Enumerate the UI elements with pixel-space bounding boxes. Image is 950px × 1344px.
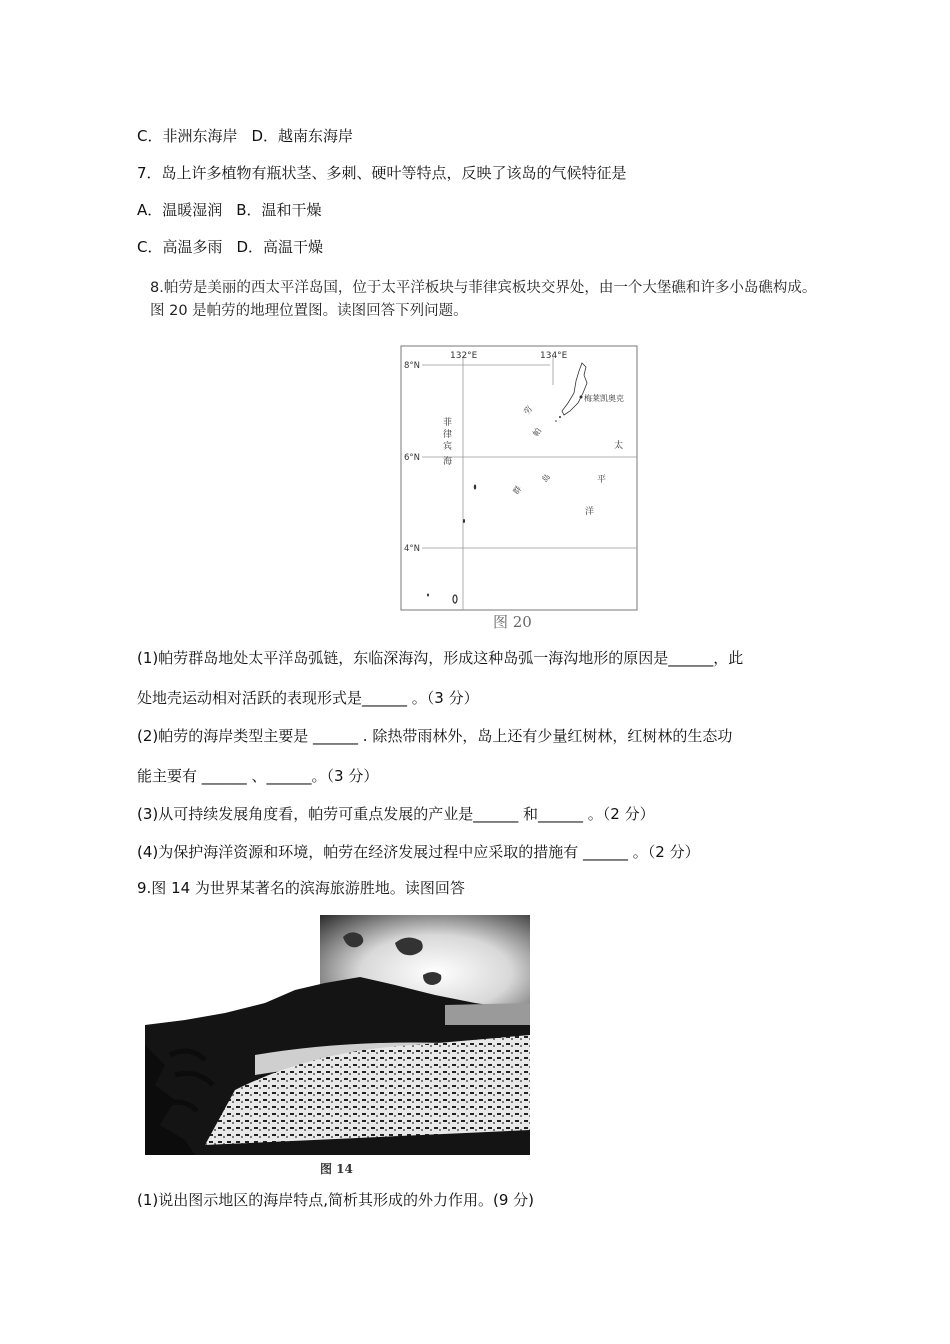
town <box>445 1003 530 1025</box>
island-label-char: 劳 <box>522 404 535 417</box>
option-a: A．温暖湿润 <box>137 201 223 219</box>
lat-label-8: 8°N <box>404 361 421 371</box>
option-c: C．非洲东海岸 <box>137 127 238 145</box>
sea-label-char: 律 <box>443 430 453 440</box>
question-7-options-cd <box>137 237 323 257</box>
question-6-options-cd <box>137 126 353 146</box>
sea-label-char: 海 <box>443 457 453 467</box>
lon-label-134: 134°E <box>540 351 568 361</box>
option-b: B．温和干燥 <box>236 201 322 219</box>
question-8-sub1-line1: (1)帕劳群岛地处太平洋岛弧链，东临深海沟，形成这种岛弧一海沟地形的原因是______，此 <box>137 649 744 667</box>
coastal-resort-photo <box>145 915 530 1155</box>
figure-14-caption: 图 14 <box>320 1162 353 1176</box>
question-9-sub1: (1)说出图示地区的海岸特点,简析其形成的外力作用。(9 分) <box>137 1191 535 1209</box>
question-8-sub4: (4)为保护海洋资源和环境，帕劳在经济发展过程中应采取的措施有 ______ 。（2 分） <box>137 843 700 861</box>
sea-label-char: 菲 <box>443 418 453 428</box>
ocean-label-char: 洋 <box>585 507 595 517</box>
question-8-sub1-line2: 处地壳运动相对活跃的表现形式是______ 。（3 分） <box>137 689 479 707</box>
option-d: D．越南东海岸 <box>251 127 354 145</box>
lon-label-132: 132°E <box>450 351 478 361</box>
lat-label-6: 6°N <box>404 453 421 463</box>
option-c: C．高温多雨 <box>137 238 223 256</box>
question-9-stem: 9.图 14 为世界某著名的滨海旅游胜地。读图回答 <box>137 879 465 897</box>
island-label-char: 岛 <box>540 472 553 485</box>
question-7-options-ab <box>137 200 322 220</box>
ocean-label-char: 太 <box>614 441 624 451</box>
palau-location-map <box>400 345 638 613</box>
lat-label-4: 4°N <box>404 544 421 554</box>
sea-label-char: 宾 <box>443 442 453 452</box>
ocean-label-char: 平 <box>597 475 607 485</box>
figure-20-caption: 图 20 <box>493 613 532 631</box>
question-7-stem: 7．岛上许多植物有瓶状茎、多刺、硬叶等特点，反映了该岛的气候特征是 <box>137 164 627 182</box>
question-8-sub3: (3)从可持续发展角度看，帕劳可重点发展的产业是______ 和______ 。（2 分） <box>137 805 655 823</box>
option-d: D．高温干燥 <box>236 238 324 256</box>
question-8-sub2-line2: 能主要有 ______ 、______。（3 分） <box>137 767 379 785</box>
island-label-char: 群 <box>511 484 524 497</box>
question-8-intro-line1: 8.帕劳是美丽的西太平洋岛国，位于太平洋板块与菲律宾板块交界处，由一个大堡礁和许多小岛礁构成。 <box>150 280 817 296</box>
question-8-intro-line2: 图 20 是帕劳的地理位置图。读图回答下列问题。 <box>150 303 468 319</box>
island-label-char: 帕 <box>531 426 544 439</box>
capital-label: 梅莱凯奥克 <box>584 394 624 403</box>
question-8-sub2-line1: (2)帕劳的海岸类型主要是 ______ . 除热带雨林外，岛上还有少量红树林，红树林的生态功 <box>137 727 733 745</box>
